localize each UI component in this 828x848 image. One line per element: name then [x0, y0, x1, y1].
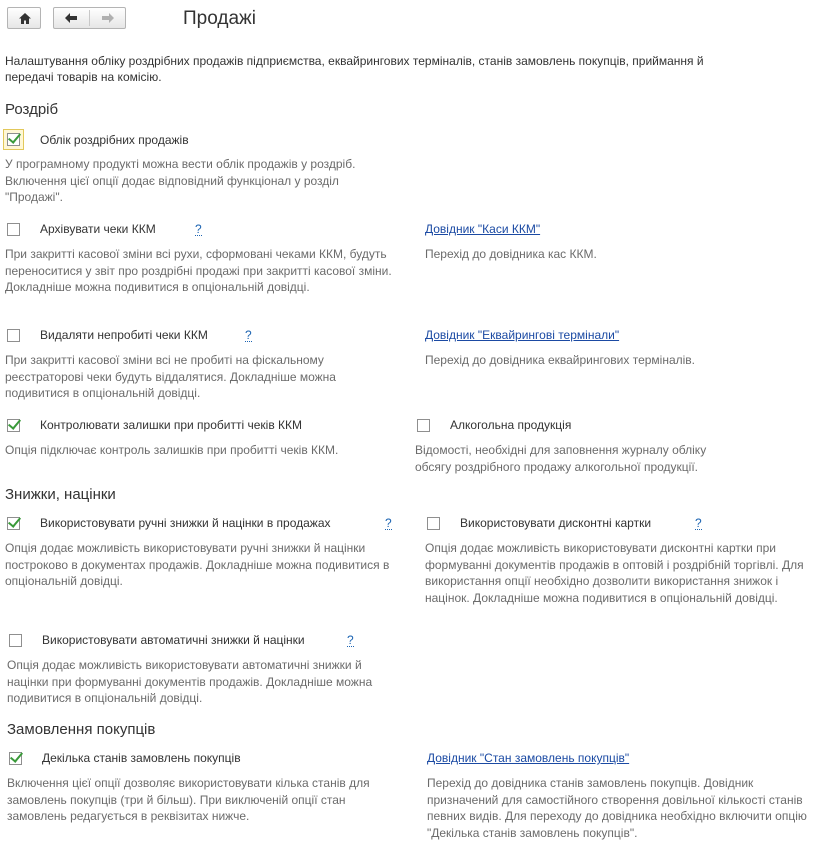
control-balances-checkbox[interactable] — [7, 419, 20, 432]
acquiring-directory-link[interactable]: Довідник "Еквайрингові термінали" — [425, 328, 620, 342]
discount-cards-label[interactable]: Використовувати дисконтні картки — [460, 516, 652, 530]
retail-sales-checkbox[interactable] — [7, 133, 20, 146]
home-icon — [8, 9, 42, 27]
archive-receipts-label[interactable]: Архівувати чеки ККМ — [40, 222, 156, 236]
archive-receipts-help[interactable]: ? — [195, 222, 202, 236]
acquiring-directory-desc: Перехід до довідника еквайрингових терміналів. — [425, 353, 696, 367]
delete-unpunched-label[interactable]: Видаляти непробиті чеки ККМ — [40, 328, 208, 342]
discount-cards-desc: Опція додає можливість використовувати дисконтні картки при формуванні документів продажів в оптовій і роздрібній торгівлі. Для використання опції необхідно дозволити використання знижок і націнок. Докладніше можна подивитися в опціональній довідці. — [425, 541, 804, 605]
delete-unpunched-checkbox[interactable] — [7, 329, 20, 342]
discount-cards-help[interactable]: ? — [695, 516, 702, 530]
forward-button[interactable] — [91, 9, 125, 27]
auto-discounts-label[interactable]: Використовувати автоматичні знижки й націнки — [42, 633, 305, 647]
manual-discounts-label[interactable]: Використовувати ручні знижки й націнки в продажах — [40, 516, 331, 530]
control-balances-desc: Опція підключає контроль залишків при пробитті чеків ККМ. — [5, 443, 339, 457]
alcohol-checkbox[interactable] — [417, 419, 430, 432]
multiple-order-states-checkbox[interactable] — [9, 752, 22, 765]
navigation-buttons — [53, 7, 126, 29]
kkm-directory-link[interactable]: Довідник "Каси ККМ" — [425, 222, 541, 236]
section-orders-title: Замовлення покупців — [7, 721, 156, 738]
page-intro: Налаштування обліку роздрібних продажів підприємства, еквайрингових терміналів, станів замовлень покупців, приймання й передачі товарів на комісію. — [5, 54, 704, 84]
arrow-left-icon — [64, 12, 78, 24]
arrow-right-icon — [101, 12, 115, 24]
delete-unpunched-desc: При закритті касової зміни всі не пробиті на фіскальному реєстраторові чеки будуть віддалятися. Докладніше можна подивитися в опціональній довідці. — [5, 353, 336, 400]
multiple-order-states-label[interactable]: Декілька станів замовлень покупців — [42, 751, 241, 765]
discount-cards-checkbox[interactable] — [427, 517, 440, 530]
alcohol-label[interactable]: Алкогольна продукція — [450, 418, 572, 432]
manual-discounts-checkbox[interactable] — [7, 517, 20, 530]
page-title: Продажі — [183, 8, 256, 29]
section-retail-title: Роздріб — [5, 101, 59, 118]
control-balances-label[interactable]: Контролювати залишки при пробитті чеків ККМ — [40, 418, 303, 432]
alcohol-desc: Відомості, необхідні для заповнення журналу обліку обсягу роздрібного продажу алкогольної продукції. — [415, 443, 707, 474]
multiple-order-states-desc: Включення цієї опції дозволяє використовувати кілька станів для замовлень покупців (три й більш). При виключеній опції стан замовлень редагується в реквізитах нижче. — [7, 776, 370, 823]
auto-discounts-checkbox[interactable] — [9, 634, 22, 647]
auto-discounts-desc: Опція додає можливість використовувати автоматичні знижки й націнки при формуванні документів продажів. Докладніше можна подивитися в опціональній довідці. — [7, 658, 373, 705]
manual-discounts-desc: Опція додає можливість використовувати ручні знижки й націнки построково в документах продажів. Докладніше можна подивитися в опціональній довідці. — [5, 541, 390, 588]
retail-sales-label[interactable]: Облік роздрібних продажів — [40, 133, 189, 147]
archive-receipts-checkbox[interactable] — [7, 223, 20, 236]
manual-discounts-help[interactable]: ? — [385, 516, 392, 530]
retail-sales-desc: У програмному продукті можна вести облік продажів у роздріб. Включення цієї опції додає відповідний функціонал у розділ "Продажі". — [5, 157, 356, 204]
section-discounts-title: Знижки, націнки — [5, 486, 116, 503]
order-states-directory-link[interactable]: Довідник "Стан замовлень покупців" — [427, 751, 630, 765]
home-button[interactable] — [7, 7, 41, 29]
archive-receipts-desc: При закритті касової зміни всі рухи, сформовані чеками ККМ, будуть переноситися у звіт про роздрібні продажі при закритті касової зміни. Докладніше можна подивитися в опціональній довідці. — [5, 247, 392, 294]
toolbar-separator — [89, 10, 90, 26]
auto-discounts-help[interactable]: ? — [347, 633, 354, 647]
kkm-directory-desc: Перехід до довідника кас ККМ. — [425, 247, 597, 261]
delete-unpunched-help[interactable]: ? — [245, 328, 252, 342]
back-button[interactable] — [54, 9, 88, 27]
order-states-directory-desc: Перехід до довідника станів замовлень покупців. Довідник призначений для самостійного створення довільної кількості станів певних видів. Для переходу до довідника необхідно включити опцію "Декілька станів замовлень покупців". — [427, 776, 807, 840]
